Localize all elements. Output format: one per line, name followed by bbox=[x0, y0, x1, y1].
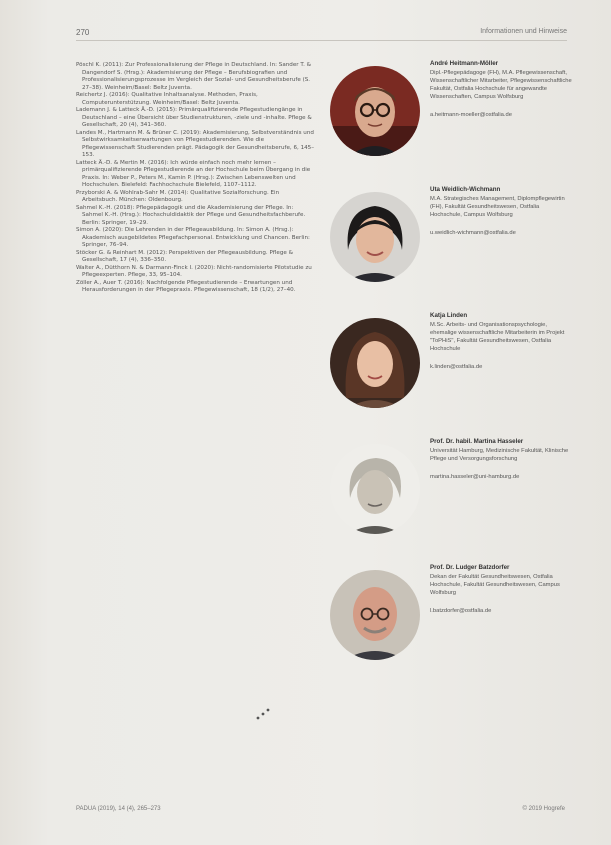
footer-publisher: © 2019 Hogrefe bbox=[522, 806, 565, 812]
author-name: Prof. Dr. habil. Martina Hasseler bbox=[430, 438, 524, 445]
author-email[interactable]: l.batzdorfer@ostfalia.de bbox=[430, 608, 492, 614]
author-email[interactable]: k.linden@ostfalia.de bbox=[430, 364, 483, 370]
running-title: Informationen und Hinweise bbox=[480, 28, 567, 35]
author-photo bbox=[330, 570, 420, 660]
reference-entry: Przyborski A. & Wohlrab-Sahr M. (2014): Qualitative Sozialforschung. Ein Arbeitsbuch. München: Oldenbourg. bbox=[76, 189, 280, 203]
reference-entry: Latteck Ä.-D. & Mertin M. (2016): Ich würde einfach noch mehr lernen – primärqualifizierende Pflegestudierende an der Hochschule beim Übergang in die Praxis. In: Weber P., Peters M., Kamin P. (Hrsg.): Zwischen Lebenswelten und Hochschulen. Bielefeld: Fachhochschule Bielefeld, 1107–1112. bbox=[76, 159, 311, 188]
author-bio: Dekan der Fakultät Gesundheitswesen, Ostfalia Hochschule, Fakultät Gesundheitswesen, Campus Wolfsburg bbox=[430, 574, 560, 596]
author-email[interactable]: u.weidlich-wichmann@ostfalia.de bbox=[430, 230, 516, 236]
author-card bbox=[330, 438, 570, 538]
page-number: 270 bbox=[76, 28, 90, 37]
author-bio-block bbox=[430, 564, 572, 615]
author-email[interactable]: martina.hasseler@uni-hamburg.de bbox=[430, 474, 520, 480]
author-bio-block bbox=[430, 186, 572, 237]
portrait-woman-blonde-hair bbox=[330, 444, 420, 534]
header-divider bbox=[76, 40, 567, 41]
author-card bbox=[330, 60, 570, 160]
author-email[interactable]: a.heitmann-moeller@ostfalia.de bbox=[430, 112, 512, 118]
author-bio: Universität Hamburg, Medizinische Fakultät, Klinische Pflege und Versorgungsforschung bbox=[430, 448, 569, 462]
portrait-woman-brown-hair bbox=[330, 318, 420, 408]
reference-entry: Sahmel K.-H. (2018): Pflegepädagogik und die Akademisierung der Pflege. In: Sahmel K.-H. (Hrsg.): Hochschuldidaktik der Pflege und Gesundheitsfachberufe. Berlin: Springer, 19–29. bbox=[76, 204, 306, 226]
reference-entry: Zöller A., Auer T. (2016): Nachfolgende Pflegestudierende – Erwartungen und Herausforderungen in der Pflegepraxis. Pflegewissenschaft, 18 (1/2), 27–40. bbox=[76, 279, 296, 293]
author-card bbox=[330, 312, 570, 412]
portrait-man-glasses bbox=[330, 66, 420, 156]
author-photo bbox=[330, 192, 420, 282]
reference-entry: Walter A., Dütthorn N. & Darmann-Finck I. (2020): Nicht-randomisierte Pilotstudie zu Pflegeexperten. Pflege, 33, 95–104. bbox=[76, 264, 312, 278]
author-photo bbox=[330, 318, 420, 408]
reference-entry: Reichertz J. (2016): Qualitative Inhaltsanalyse. Methoden, Praxis, Computerunterstützung. Weinheim/Basel: Beltz Juventa. bbox=[76, 92, 258, 106]
author-bio: Dipl.-Pflegepädagoge (FH), M.A. Pflegewissenschaft, Wissenschaftlicher Mitarbeiter, Pflegewissenschaftliche Fakultät, Ostfalia Hochschule für angewandte Wissenschaften, Campus Wolfsburg bbox=[430, 70, 572, 100]
author-bio-block bbox=[430, 60, 572, 119]
reference-entry: Lademann J. & Latteck Ä.-D. (2015): Primärqualifizierende Pflegestudiengänge in Deutschland – eine Übersicht über Studienstrukturen, -ziele und -inhalte. Pflege & Gesellschaft, 20 (4), 341–360. bbox=[76, 107, 312, 128]
author-bio-block bbox=[430, 438, 572, 481]
author-photo bbox=[330, 66, 420, 156]
reference-entry: Stöcker G. & Reinhart M. (2012): Perspektiven der Pflegeausbildung. Pflege & Gesellschaft, 17 (4), 336–350. bbox=[76, 249, 293, 263]
author-bio: M.A. Strategisches Management, Diplompflegewirtin (FH), Fakultät Gesundheitswesen, Ostfalia Hochschule, Campus Wolfsburg bbox=[430, 196, 565, 218]
author-card bbox=[330, 186, 570, 286]
author-bio: M.Sc. Arbeits- und Organisationspsychologie, ehemalige wissenschaftliche Mitarbeiterin im Projekt "ToPHiS", Fakultät Gesundheitswesen, Ostfalia Hochschule bbox=[430, 322, 565, 352]
author-name: Prof. Dr. Ludger Batzdorfer bbox=[430, 564, 510, 571]
footer-journal-citation: PADUA (2019), 14 (4), 265–273 bbox=[76, 806, 161, 812]
author-bio-block bbox=[430, 312, 572, 371]
author-name: Uta Weidlich-Wichmann bbox=[430, 186, 501, 193]
author-name: Katja Linden bbox=[430, 312, 468, 319]
reference-entry: Pöschl K. (2011): Zur Professionalisierung der Pflege in Deutschland. In: Sander T. & Dangendorf S. (Hrsg.): Akademisierung der Pflege – Berufsbiografien und Professionalisierungsprozesse im Vergleich der Sozial- und Gesundheitsberufe (S. 27–38). Weinheim/Basel: Beltz Juventa. bbox=[76, 62, 312, 91]
reference-list bbox=[76, 62, 316, 295]
author-card bbox=[330, 564, 570, 664]
reference-entry: Landes M., Hartmann M. & Brüner C. (2019): Akademisierung, Selbstverständnis und Selbstwirksamkeitserwartungen von Pflegestudierenden. Wie die Pflegewissenschaft Studierenden prägt. Pädagogik der Gesundheitsberufe, 6, 145–153. bbox=[76, 129, 315, 158]
author-name: André Heitmann-Möller bbox=[430, 60, 499, 67]
reference-entry: Simon A. (2020): Die Lehrenden in der Pflegeausbildung. In: Simon A. (Hrsg.): Akademisch ausgebildetes Pflegefachpersonal. Entwicklung und Chancen. Berlin: Springer, 76–94. bbox=[76, 227, 310, 248]
decorative-dots-icon bbox=[254, 706, 272, 722]
portrait-man-bald-glasses bbox=[330, 570, 420, 660]
portrait-woman-dark-hair bbox=[330, 192, 420, 282]
author-photo bbox=[330, 444, 420, 534]
